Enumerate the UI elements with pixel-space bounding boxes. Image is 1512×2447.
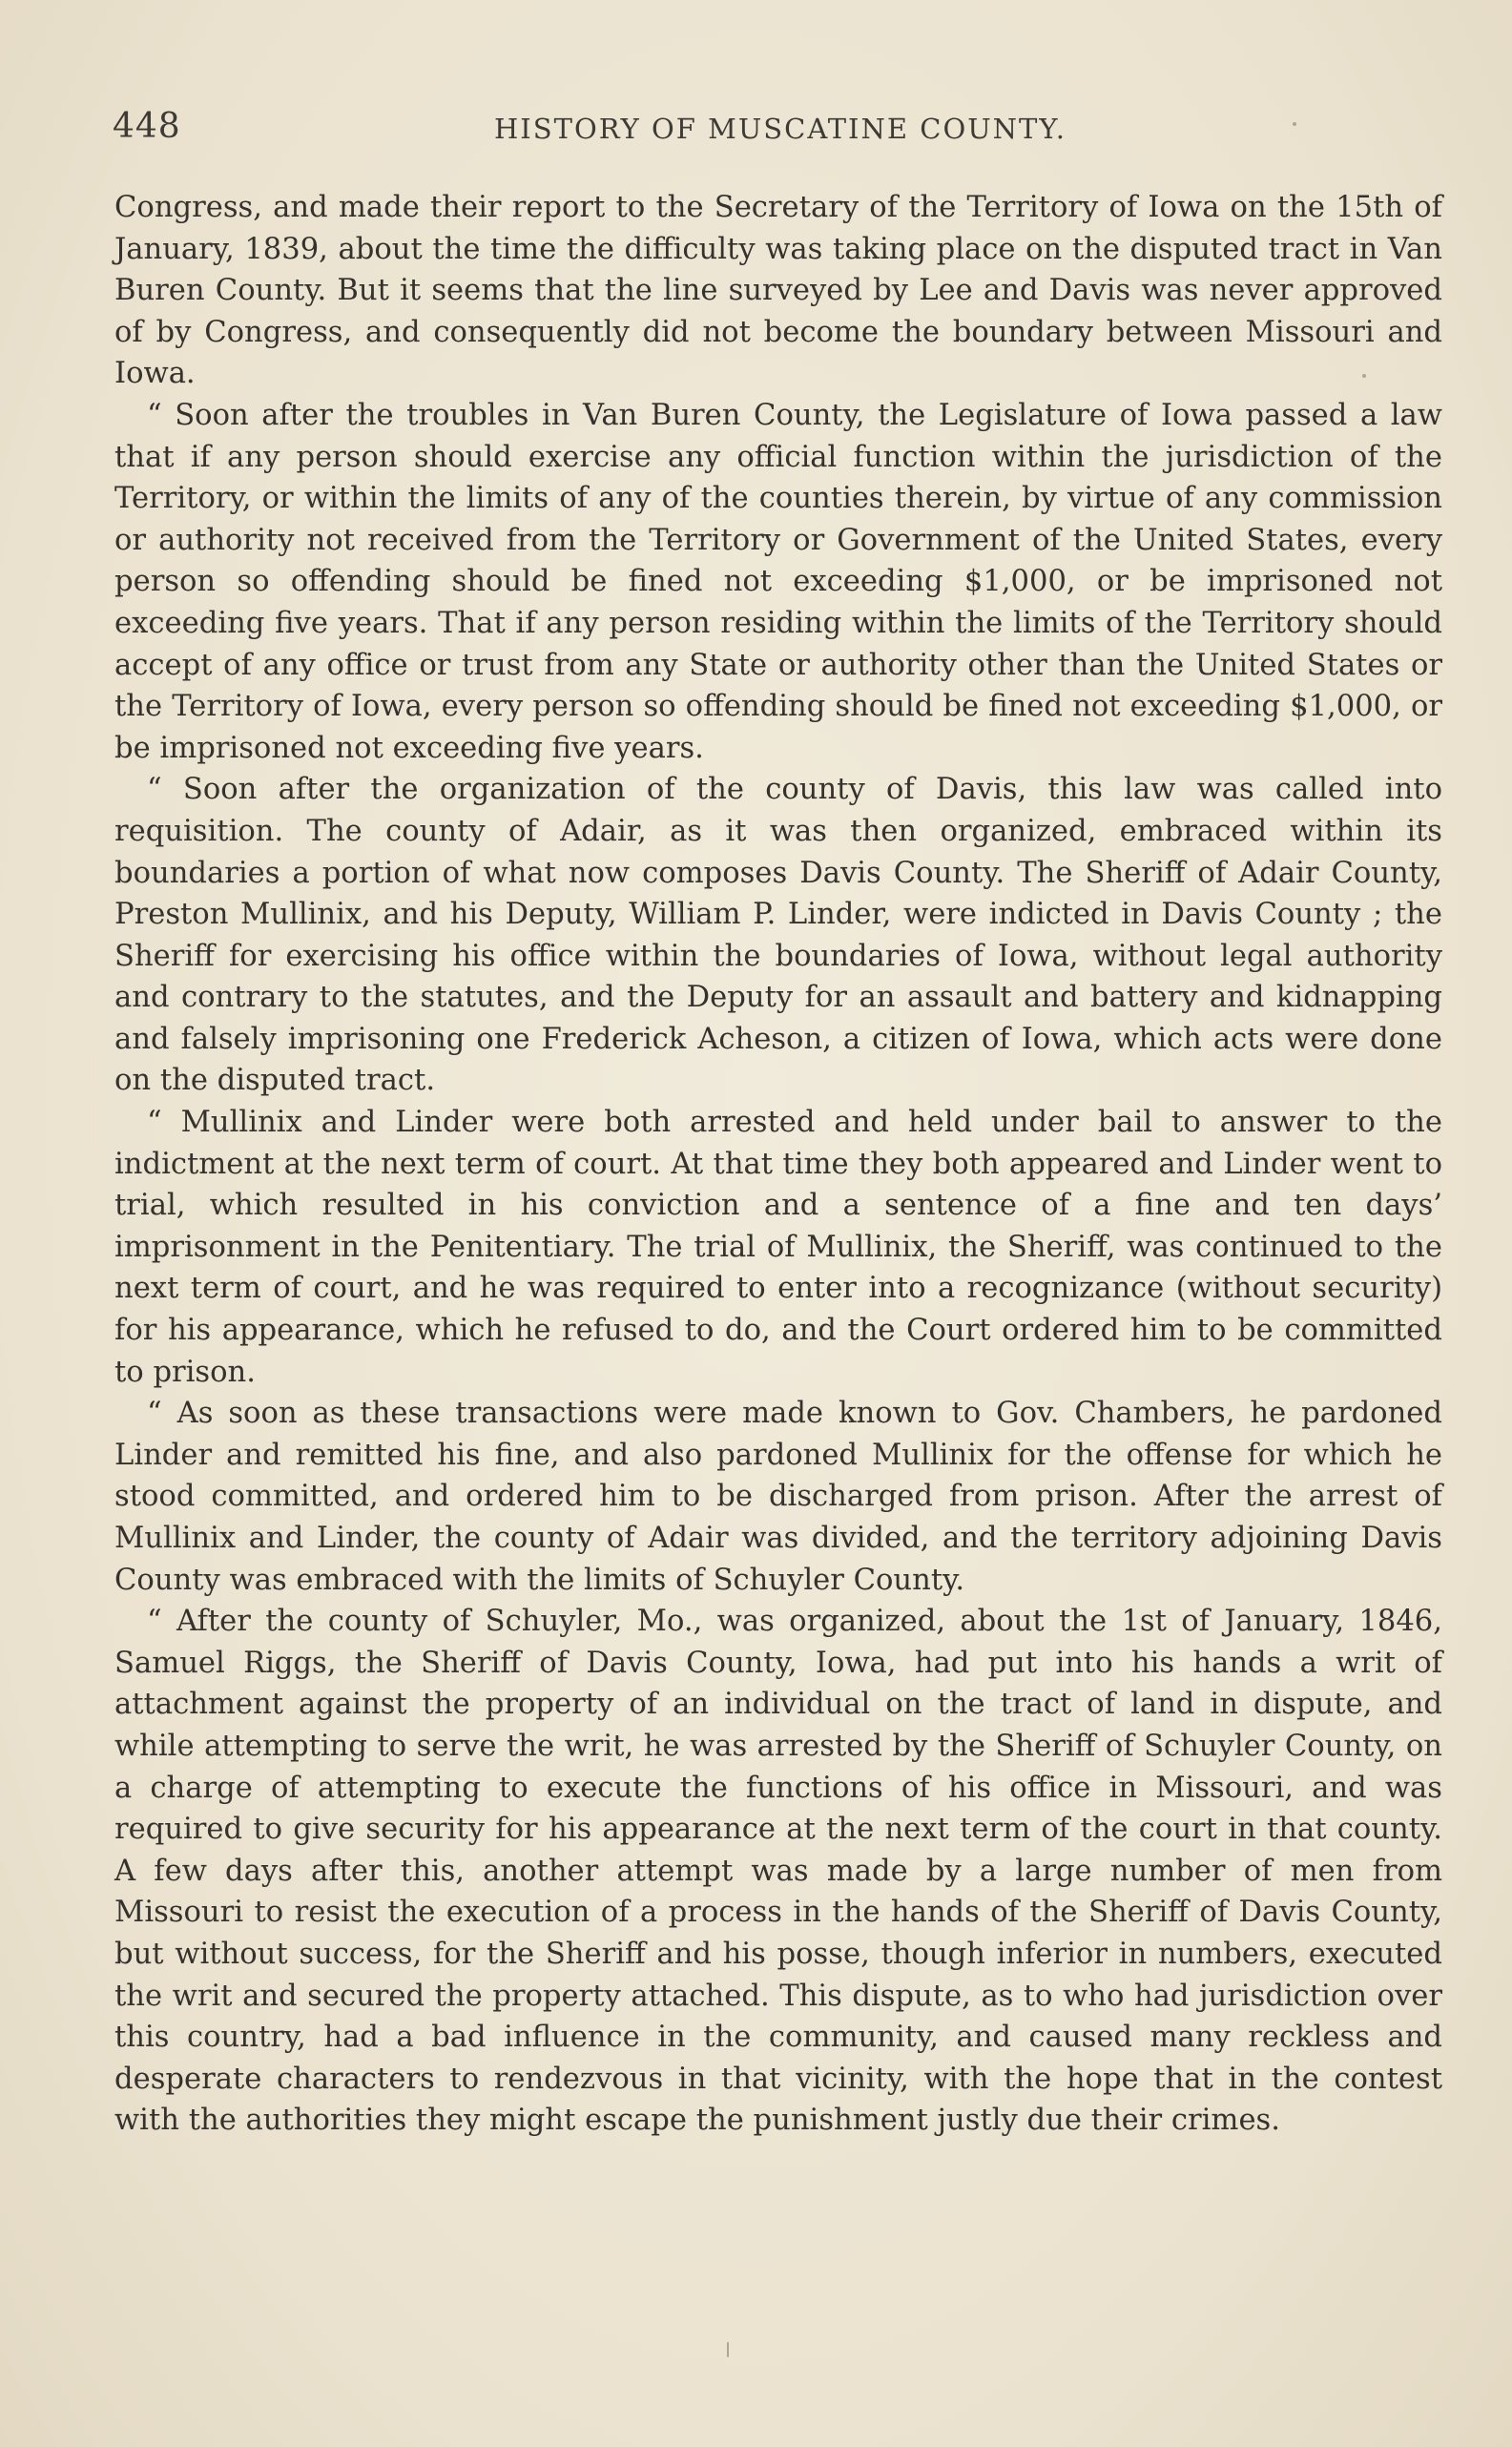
page-header <box>113 107 1444 156</box>
paragraph: “ As soon as these transactions were made known to Gov. Chambers, he pardoned Linder and remitted his fine, and also pardoned Mullinix for the offense for which he stood committed, and ordered him to be discharged from prison. After the arrest of Mullinix and Linder, the county of Adair was divided, and the territory adjoining Davis County was embraced with the limits of Schuyler County. <box>114 1397 1442 1597</box>
paragraph: “ Mullinix and Linder were both arrested and held under bail to answer to the indictment at the next term of court. At that time they both appeared and Linder went to trial, which resulted in his conviction and a sentence of a fine and ten days’ imprisonment in the Penitentiary. The trial of Mullinix, the Sheriff, was continued to the next term of court, and he was required to enter into a recognizance (without security) for his appearance, which he refused to do, and the Court ordered him to be committed to prison. <box>114 1106 1442 1389</box>
page-number: 448 <box>113 107 181 146</box>
print-speck <box>1362 374 1366 378</box>
paragraph: Congress, and made their report to the Secretary of the Territory of Iowa on the 15th of January, 1839, about the time the difficulty was taking place on the disputed tract in Van Buren County. But it seems that the line surveyed by Lee and Davis was never approved of by Congress, and consequently did not become the boundary between Missouri and Iowa. <box>114 191 1442 391</box>
paragraph: “ After the county of Schuyler, Mo., was organized, about the 1st of January, 1846, Samuel Riggs, the Sheriff of Davis County, Iowa, had put into his hands a writ of attachment against the property of an individual on the tract of land in dispute, and while attempting to serve the writ, he was arrested by the Sheriff of Schuyler County, on a charge of attempting to execute the functions of his office in Missouri, and was required to give security for his appearance at the next term of the court in that county. A few days after this, another attempt was made by a large number of men from Missouri to resist the execution of a process in the hands of the Sheriff of Davis County, but without success, for the Sheriff and his posse, though inferior in numbers, executed the writ and secured the property attached. This dispute, as to who had jurisdiction over this country, had a bad influence in the community, and caused many reckless and desperate characters to rendezvous in that vicinity, with the hope that in the contest with the authorities they might escape the punishment justly due their crimes. <box>114 1605 1442 2138</box>
paragraph: “ Soon after the troubles in Van Buren County, the Legislature of Iowa passed a law that if any person should exercise any official function within the jurisdiction of the Territory, or within the limits of any of the counties therein, by virtue of any commission or authority not received from the Territory or Government of the United States, every person so offending should be fined not exceeding $1,000, or be imprisoned not exceeding five years. That if any person residing within the limits of the Territory should accept of any office or trust from any State or authority other than the United States or the Territory of Iowa, every person so offending should be fined not exceeding $1,000, or be imprisoned not exceeding five years. <box>114 398 1442 765</box>
print-speck <box>727 2342 729 2357</box>
running-head: HISTORY OF MUSCATINE COUNTY. <box>494 113 1067 145</box>
print-speck <box>1293 122 1296 126</box>
paragraph: “ Soon after the organization of the county of Davis, this law was called into requisition. The county of Adair, as it was then organized, embraced within its boundaries a portion of what now composes Davis County. The Sheriff of Adair County, Preston Mullinix, and his Deputy, William P. Linder, were indicted in Davis County ; the Sheriff for exercising his office within the boundaries of Iowa, without legal authority and contrary to the statutes, and the Deputy for an assault and battery and kidnapping and falsely imprisoning one Frederick Acheson, a citizen of Iowa, which acts were done on the disputed tract. <box>114 773 1442 1098</box>
body-text <box>114 187 1442 2142</box>
